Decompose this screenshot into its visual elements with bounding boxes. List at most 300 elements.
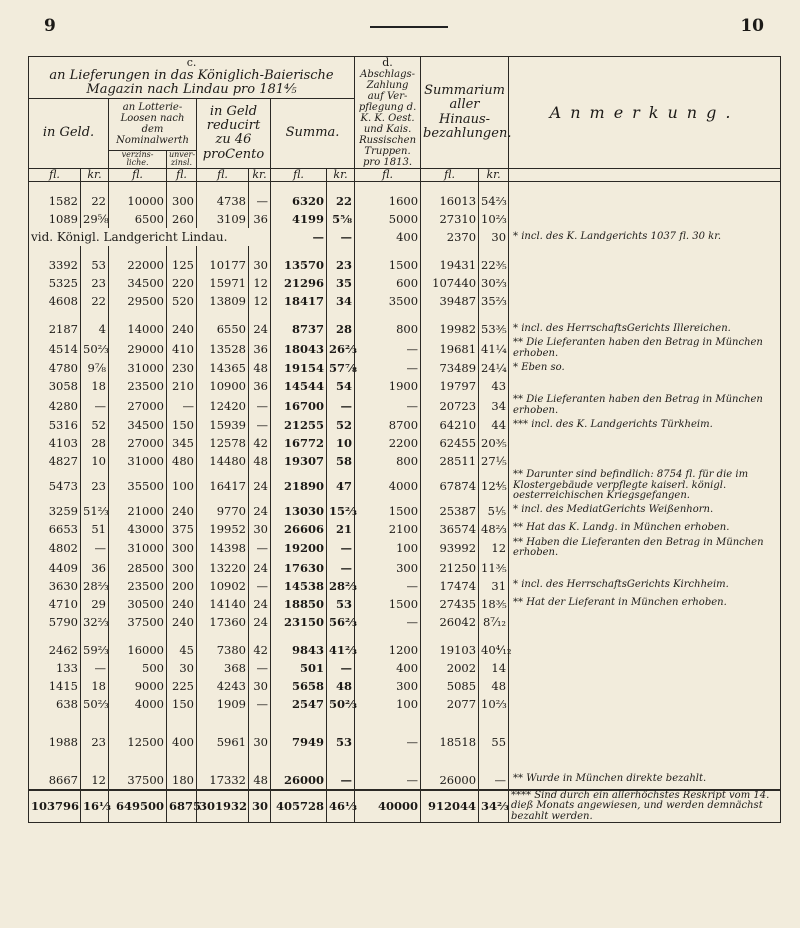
cell-reducirt-kr: 30	[249, 520, 271, 538]
page-number-right: 10	[740, 16, 764, 36]
spacer-cell	[421, 631, 479, 641]
cell-summa-fl: 14544	[271, 377, 327, 395]
cell-reducirt-kr: 36	[249, 338, 271, 359]
cell-gesamt-fl: 39487	[421, 292, 479, 310]
cell-lose-verz: 14000	[109, 320, 167, 338]
total-gesamt-fl: 912044	[421, 790, 479, 823]
spacer-cell	[355, 310, 421, 320]
cell-geld-fl: 1089	[29, 210, 81, 228]
cell-summa-kr: 53	[327, 733, 355, 751]
cell-summa-fl: 21890	[271, 470, 327, 502]
spacer-cell	[167, 631, 197, 641]
cell-reducirt-kr: 24	[249, 470, 271, 502]
cell-abschlag-fl: —	[355, 771, 421, 790]
cell-geld-fl: 4827	[29, 452, 81, 470]
cell-remark: * incl. des MediatGerichts Weißenhorn.	[509, 502, 781, 520]
unit-fl: fl.	[167, 169, 197, 182]
cell-geld-kr: 36	[81, 559, 109, 577]
cell-reducirt-kr: 42	[249, 434, 271, 452]
spacer-cell	[355, 751, 421, 771]
cell-remark: ** Haben die Lieferanten den Betrag in München erhoben.	[509, 538, 781, 559]
header-letter-d: d.	[382, 56, 393, 69]
cell-abschlag-fl: 300	[355, 677, 421, 695]
cell-geld-kr: 18	[81, 677, 109, 695]
spacer-cell	[355, 182, 421, 193]
cell-remark	[509, 641, 781, 659]
spacer-row	[29, 631, 781, 641]
cell-geld-fl: 4780	[29, 359, 81, 377]
spacer-cell	[249, 713, 271, 733]
cell-reducirt-fl: 10900	[197, 377, 249, 395]
spacer-cell	[421, 246, 479, 256]
unit-fl: fl.	[29, 169, 81, 182]
cell-summa-kr: 48	[327, 677, 355, 695]
cell-lose-verz: 28500	[109, 559, 167, 577]
cell-summa-kr: 5⅝	[327, 210, 355, 228]
ledger-row	[29, 659, 781, 677]
cell-summa-fl: 13570	[271, 256, 327, 274]
spacer-cell	[479, 182, 509, 193]
cell-remark: ** Hat der Lieferant in München erhoben.	[509, 595, 781, 613]
cell-gesamt-fl: 27435	[421, 595, 479, 613]
spacer-cell	[81, 751, 109, 771]
spacer-cell	[249, 182, 271, 193]
header-anmerkung: Anmerkung.	[509, 57, 781, 169]
cell-geld-kr: 23	[81, 274, 109, 292]
cell-summa-fl: 18417	[271, 292, 327, 310]
cell-geld-fl: 3630	[29, 577, 81, 595]
cell-summa-fl: 26000	[271, 771, 327, 790]
ledger-row	[29, 292, 781, 310]
cell-lose-verz: 37500	[109, 613, 167, 631]
spacer-cell	[249, 751, 271, 771]
cell-lose-unverz: 150	[167, 416, 197, 434]
cell-abschlag-fl: 1200	[355, 641, 421, 659]
cell-reducirt-kr: 36	[249, 210, 271, 228]
cell-lose-verz: 34500	[109, 416, 167, 434]
cell-gesamt-kr: 12⅘	[479, 470, 509, 502]
spacer-cell	[271, 631, 327, 641]
spacer-cell	[197, 246, 249, 256]
cell-gesamt-kr: 5⅕	[479, 502, 509, 520]
cell-gesamt-fl: 93992	[421, 538, 479, 559]
cell-summa-kr: —	[327, 228, 355, 246]
spacer-cell	[509, 310, 781, 320]
cell-gesamt-kr: 20⅗	[479, 434, 509, 452]
unit-kr: kr.	[249, 169, 271, 182]
cell-abschlag-fl: 600	[355, 274, 421, 292]
spacer-cell	[509, 751, 781, 771]
cell-abschlag-fl: —	[355, 613, 421, 631]
cell-lose-unverz: 230	[167, 359, 197, 377]
cell-abschlag-fl: 4000	[355, 470, 421, 502]
spacer-cell	[421, 713, 479, 733]
cell-reducirt-fl: 368	[197, 659, 249, 677]
cell-geld-fl: 5790	[29, 613, 81, 631]
spacer-cell	[271, 713, 327, 733]
cell-reducirt-kr: 30	[249, 733, 271, 751]
unit-fl: fl.	[109, 169, 167, 182]
cell-gesamt-fl: 28511	[421, 452, 479, 470]
cell-gesamt-kr: 55	[479, 733, 509, 751]
cell-gesamt-fl: 2002	[421, 659, 479, 677]
spacer-cell	[327, 631, 355, 641]
spacer-cell	[509, 713, 781, 733]
cell-summa-fl: 19200	[271, 538, 327, 559]
spacer-cell	[421, 310, 479, 320]
spacer-cell	[249, 246, 271, 256]
total-abschlag-fl: 40000	[355, 790, 421, 823]
cell-abschlag-fl: 1500	[355, 502, 421, 520]
cell-reducirt-fl: 9770	[197, 502, 249, 520]
cell-geld-fl: 3058	[29, 377, 81, 395]
cell-gesamt-kr: —	[479, 771, 509, 790]
cell-reducirt-fl: 15971	[197, 274, 249, 292]
spacer-cell	[29, 310, 81, 320]
spacer-cell	[81, 310, 109, 320]
cell-lose-verz: 22000	[109, 256, 167, 274]
cell-gesamt-kr: 27⅕	[479, 452, 509, 470]
cell-reducirt-fl: 14480	[197, 452, 249, 470]
cell-abschlag-fl: 400	[355, 659, 421, 677]
unit-remark-blank	[509, 169, 781, 182]
cell-summa-fl: 17630	[271, 559, 327, 577]
spacer-row	[29, 246, 781, 256]
unit-row	[29, 169, 781, 182]
cell-summa-kr: —	[327, 538, 355, 559]
unit-fl: fl.	[197, 169, 249, 182]
cell-summa-fl: 4199	[271, 210, 327, 228]
cell-geld-kr: 50⅔	[81, 338, 109, 359]
cell-reducirt-fl: 14365	[197, 359, 249, 377]
cell-geld-kr: 22	[81, 192, 109, 210]
cell-geld-fl: 4514	[29, 338, 81, 359]
cell-reducirt-fl: 13220	[197, 559, 249, 577]
cell-abschlag-fl: —	[355, 395, 421, 416]
cell-summa-kr: 52	[327, 416, 355, 434]
cell-gesamt-fl: 19103	[421, 641, 479, 659]
cell-lose-unverz: 100	[167, 470, 197, 502]
ledger-table	[28, 56, 781, 823]
cell-gesamt-fl: 73489	[421, 359, 479, 377]
spacer-cell	[509, 246, 781, 256]
cell-gesamt-fl: 26000	[421, 771, 479, 790]
ledger-row	[29, 641, 781, 659]
cell-summa-kr: 28⅔	[327, 577, 355, 595]
cell-reducirt-kr: 12	[249, 274, 271, 292]
ledger-row	[29, 210, 781, 228]
cell-summa-fl: 13030	[271, 502, 327, 520]
cell-lose-verz: 31000	[109, 452, 167, 470]
cell-gesamt-fl: 36574	[421, 520, 479, 538]
spacer-cell	[327, 713, 355, 733]
spacer-row	[29, 713, 781, 733]
unit-kr: kr.	[479, 169, 509, 182]
cell-geld-kr: —	[81, 538, 109, 559]
cell-reducirt-fl: 1909	[197, 695, 249, 713]
spacer-row	[29, 310, 781, 320]
cell-gesamt-kr: 12	[479, 538, 509, 559]
cell-geld-kr: 10	[81, 452, 109, 470]
cell-lose-unverz: 220	[167, 274, 197, 292]
cell-gesamt-kr: 53⅗	[479, 320, 509, 338]
spacer-cell	[271, 246, 327, 256]
cell-geld-kr: 29⅝	[81, 210, 109, 228]
cell-summa-fl: 21255	[271, 416, 327, 434]
cell-lose-verz: 27000	[109, 434, 167, 452]
cell-remark: ** Hat das K. Landg. in München erhoben.	[509, 520, 781, 538]
cell-gesamt-kr: 41¼	[479, 338, 509, 359]
cell-gesamt-fl: 16013	[421, 192, 479, 210]
spacer-cell	[81, 246, 109, 256]
cell-abschlag-fl: 1500	[355, 256, 421, 274]
cell-summa-kr: 41⅔	[327, 641, 355, 659]
spacer-cell	[421, 751, 479, 771]
cell-lose-unverz: 240	[167, 320, 197, 338]
cell-geld-kr: 23	[81, 470, 109, 502]
unit-fl: fl.	[271, 169, 327, 182]
cell-summa-fl: 19154	[271, 359, 327, 377]
cell-reducirt-kr: —	[249, 695, 271, 713]
cell-summa-kr: 15⅔	[327, 502, 355, 520]
cell-remark	[509, 192, 781, 210]
ledger-row	[29, 256, 781, 274]
cell-remark	[509, 613, 781, 631]
cell-gesamt-kr: 8⁷⁄₁₂	[479, 613, 509, 631]
spacer-cell	[355, 246, 421, 256]
cell-lose-unverz: 410	[167, 338, 197, 359]
cell-geld-fl: 4409	[29, 559, 81, 577]
total-lose-verz: 649500	[109, 790, 167, 823]
cell-lose-verz: 29000	[109, 338, 167, 359]
spacer-row	[29, 182, 781, 193]
cell-lose-unverz: 180	[167, 771, 197, 790]
cell-lose-verz: 30500	[109, 595, 167, 613]
spacer-cell	[327, 751, 355, 771]
cell-abschlag-fl: 100	[355, 538, 421, 559]
ledger-row	[29, 695, 781, 713]
cell-gesamt-fl: 67874	[421, 470, 479, 502]
cell-remark	[509, 274, 781, 292]
cell-abschlag-fl: 800	[355, 320, 421, 338]
cell-geld-kr: 28	[81, 434, 109, 452]
cell-geld-kr: —	[81, 659, 109, 677]
spacer-cell	[81, 713, 109, 733]
cell-geld-fl: 1988	[29, 733, 81, 751]
cell-lose-unverz: —	[167, 395, 197, 416]
cell-geld-fl: 4608	[29, 292, 81, 310]
ledger-row	[29, 434, 781, 452]
cell-lose-verz: 23500	[109, 377, 167, 395]
cell-reducirt-fl: 4243	[197, 677, 249, 695]
cell-remark: ** Darunter sind befindlich: 8754 fl. für die im Klostergebäude verpflegte kaiserl. königl. oesterreichischen Kriegsgefangen.	[509, 470, 781, 502]
cell-lose-unverz: 30	[167, 659, 197, 677]
cell-geld-fl: 5325	[29, 274, 81, 292]
cell-geld-kr: —	[81, 395, 109, 416]
cell-lose-unverz: 260	[167, 210, 197, 228]
cell-summa-fl: 14538	[271, 577, 327, 595]
cell-geld-kr: 51	[81, 520, 109, 538]
cell-summa-fl: 501	[271, 659, 327, 677]
spacer-cell	[479, 713, 509, 733]
cell-summa-fl: 21296	[271, 274, 327, 292]
cell-reducirt-kr: —	[249, 538, 271, 559]
cell-gesamt-fl: 25387	[421, 502, 479, 520]
spacer-cell	[197, 310, 249, 320]
cell-geld-kr: 12	[81, 771, 109, 790]
cell-abschlag-fl: 8700	[355, 416, 421, 434]
cell-gesamt-fl: 21250	[421, 559, 479, 577]
cell-gesamt-kr: 43	[479, 377, 509, 395]
cell-reducirt-kr: 24	[249, 559, 271, 577]
cell-lose-verz: 12500	[109, 733, 167, 751]
cell-lose-verz: 31000	[109, 538, 167, 559]
cell-geld-fl: 4802	[29, 538, 81, 559]
spacer-cell	[109, 713, 167, 733]
unit-kr: kr.	[81, 169, 109, 182]
cell-geld-kr: 9⅞	[81, 359, 109, 377]
cell-gesamt-fl: 107440	[421, 274, 479, 292]
cell-reducirt-fl: 12420	[197, 395, 249, 416]
cell-geld-fl: 5316	[29, 416, 81, 434]
cell-summa-fl: 16772	[271, 434, 327, 452]
cell-lose-verz: 29500	[109, 292, 167, 310]
cell-lose-verz: 43000	[109, 520, 167, 538]
cell-reducirt-kr: 24	[249, 613, 271, 631]
cell-gesamt-fl: 27310	[421, 210, 479, 228]
cell-gesamt-fl: 62455	[421, 434, 479, 452]
cell-lose-verz: 16000	[109, 641, 167, 659]
spacer-cell	[29, 182, 81, 193]
cell-remark	[509, 733, 781, 751]
cell-summa-fl: 6320	[271, 192, 327, 210]
cell-lose-unverz: 480	[167, 452, 197, 470]
cell-reducirt-kr: 24	[249, 502, 271, 520]
cell-geld-fl: 1582	[29, 192, 81, 210]
total-remark: **** Sind durch ein allerhöchstes Reskript vom 14. dieß Monats angewiesen, und werden demnächst bezahlt werden.	[509, 790, 781, 823]
cell-summa-kr: 58	[327, 452, 355, 470]
spacer-cell	[81, 631, 109, 641]
cell-lose-unverz: 225	[167, 677, 197, 695]
spacer-cell	[109, 310, 167, 320]
cell-abschlag-fl: 800	[355, 452, 421, 470]
spacer-cell	[197, 182, 249, 193]
header-group-title: an Lieferungen in das Königlich-Baierische Magazin nach Lindau pro 181⁴⁄₅	[49, 68, 334, 98]
cell-geld-fl: 133	[29, 659, 81, 677]
total-reducirt-kr: 30	[249, 790, 271, 823]
cell-summa-kr: 54	[327, 377, 355, 395]
cell-lose-verz: 37500	[109, 771, 167, 790]
unit-fl: fl.	[355, 169, 421, 182]
cell-gesamt-fl: 64210	[421, 416, 479, 434]
cell-lose-unverz: 300	[167, 192, 197, 210]
ledger-row	[29, 538, 781, 559]
cell-geld-fl: 2462	[29, 641, 81, 659]
cell-geld-fl: 1415	[29, 677, 81, 695]
cell-gesamt-kr: 10⅔	[479, 210, 509, 228]
cell-reducirt-fl: 16417	[197, 470, 249, 502]
spacer-cell	[167, 310, 197, 320]
cell-geld-fl: 6653	[29, 520, 81, 538]
cell-reducirt-kr: —	[249, 192, 271, 210]
cell-geld-fl: 638	[29, 695, 81, 713]
cell-remark: * incl. des HerrschaftsGerichts Kirchheim.	[509, 577, 781, 595]
spacer-row	[29, 751, 781, 771]
ledger-row	[29, 338, 781, 359]
spacer-cell	[81, 182, 109, 193]
cell-geld-fl: 5473	[29, 470, 81, 502]
cell-gesamt-fl: 19982	[421, 320, 479, 338]
cell-reducirt-kr: 30	[249, 677, 271, 695]
unit-fl: fl.	[421, 169, 479, 182]
row-span-text: vid. Königl. Landgericht Lindau.	[29, 228, 271, 246]
header-summarium: Summarium aller Hinaus-bezahlungen.	[421, 57, 509, 169]
spacer-cell	[249, 310, 271, 320]
cell-gesamt-kr: 40⁴⁄₁₂	[479, 641, 509, 659]
header-in-geld: in Geld.	[29, 98, 109, 168]
ledger-row	[29, 359, 781, 377]
spacer-cell	[479, 310, 509, 320]
cell-remark	[509, 256, 781, 274]
cell-gesamt-kr: 22⅗	[479, 256, 509, 274]
spacer-cell	[29, 631, 81, 641]
cell-abschlag-fl: 400	[355, 228, 421, 246]
cell-reducirt-kr: 48	[249, 452, 271, 470]
cell-lose-unverz: 125	[167, 256, 197, 274]
cell-summa-fl: 18043	[271, 338, 327, 359]
cell-gesamt-fl: 19797	[421, 377, 479, 395]
cell-abschlag-fl: 300	[355, 559, 421, 577]
cell-lose-unverz: 150	[167, 695, 197, 713]
cell-gesamt-fl: 2077	[421, 695, 479, 713]
spacer-cell	[355, 631, 421, 641]
ledger-row	[29, 452, 781, 470]
cell-gesamt-fl: 19431	[421, 256, 479, 274]
cell-summa-kr: —	[327, 659, 355, 677]
spacer-cell	[327, 182, 355, 193]
cell-reducirt-kr: —	[249, 577, 271, 595]
cell-lose-verz: 6500	[109, 210, 167, 228]
spacer-cell	[327, 310, 355, 320]
cell-summa-fl: 19307	[271, 452, 327, 470]
cell-lose-unverz: 240	[167, 502, 197, 520]
cell-lose-verz: 10000	[109, 192, 167, 210]
ledger-row	[29, 520, 781, 538]
ledger-row	[29, 771, 781, 790]
cell-geld-fl: 3259	[29, 502, 81, 520]
spacer-cell	[167, 713, 197, 733]
cell-summa-kr: 10	[327, 434, 355, 452]
cell-geld-kr: 28⅔	[81, 577, 109, 595]
ledger-row	[29, 377, 781, 395]
cell-lose-unverz: 400	[167, 733, 197, 751]
cell-summa-fl: 8737	[271, 320, 327, 338]
spacer-cell	[249, 631, 271, 641]
header-group-c	[29, 57, 355, 99]
cell-remark	[509, 377, 781, 395]
cell-reducirt-kr: 24	[249, 320, 271, 338]
cell-lose-unverz: 240	[167, 595, 197, 613]
spacer-cell	[167, 751, 197, 771]
cell-abschlag-fl: 3500	[355, 292, 421, 310]
cell-gesamt-kr: 14	[479, 659, 509, 677]
cell-remark	[509, 659, 781, 677]
cell-geld-fl: 8667	[29, 771, 81, 790]
cell-reducirt-kr: 12	[249, 292, 271, 310]
cell-reducirt-fl: 15939	[197, 416, 249, 434]
ledger-row	[29, 416, 781, 434]
header-abschlag-label: Abschlags-Zahlung auf Ver-pflegung d. K. K. Oest. und Kais. Russischen Truppen. pro 1813.	[358, 69, 417, 169]
